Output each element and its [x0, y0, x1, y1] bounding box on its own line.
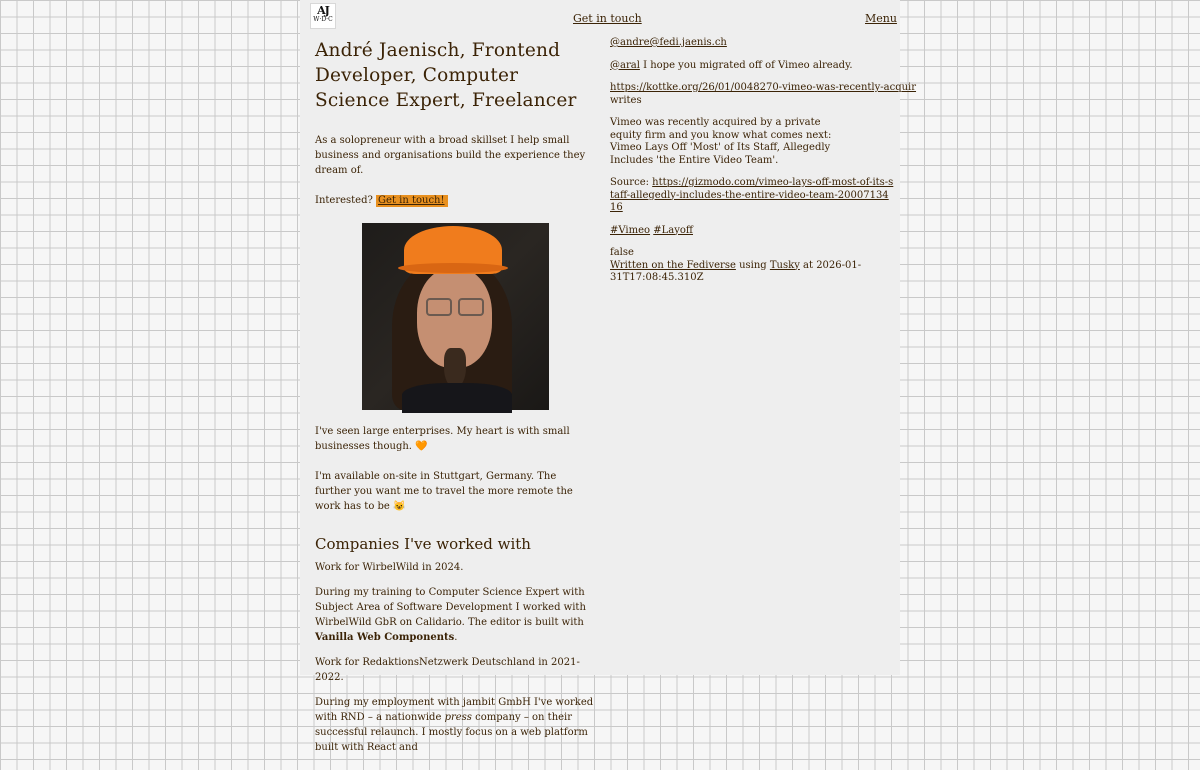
page-title: André Jaenisch, Frontend Developer, Computer Science Expert, Freelancer: [315, 40, 577, 111]
rnd-text-1: During my employment with jambit GmbH I've worked with: [315, 697, 594, 723]
post-line-1: I hope you migrated off of Vimeo already.: [643, 59, 853, 71]
enterprise-paragraph: [315, 424, 595, 454]
tag-layoff-link[interactable]: #Layoff: [653, 224, 693, 236]
portrait-cap-brim: [398, 263, 508, 273]
portrait-glasses-left: [426, 298, 452, 316]
rnd-text-2: – a nationwide: [367, 712, 442, 723]
portrait-beard: [444, 348, 466, 388]
source-link[interactable]: https://gizmodo.com/vimeo-lays-off-most-of-its-staff-allegedly-includes-the-entire-video-team-2000713416: [610, 177, 894, 213]
mention-andre-link[interactable]: @andre@fedi.jaenis.ch: [610, 37, 727, 48]
logo-monogram: AJ: [317, 4, 329, 17]
post-meta: [610, 247, 895, 285]
writes-text: writes: [610, 94, 642, 106]
wirbel-bold-tech: Vanilla Web Components: [315, 632, 455, 643]
intro-column: [315, 38, 595, 770]
timestamp-text: at 2026-01-31T17:08:45.310Z: [610, 259, 862, 283]
using-text: using: [739, 259, 767, 271]
rnd-text-4: relaunch. I mostly focus on a web platform built with React and: [315, 727, 588, 753]
wirbel-text: During my training to Computer Science Expert with Subject Area of Software Development I worked with WirbelWild GbR on Calidario. The editor is built with: [315, 587, 586, 628]
written-fediverse-link[interactable]: Written on the Fediverse: [610, 259, 736, 271]
rnd-description: [315, 695, 595, 755]
onsite-text: I'm available on-site in Stuttgart, Germany. The further you want me to travel the more remote the work has to be: [315, 471, 573, 512]
intro-lead: As a solopreneur with a broad skillset I help small business and organisations build the experience they dream of.: [315, 135, 586, 176]
companies-heading: Companies I've worked with: [315, 535, 531, 553]
interested-paragraph: [315, 193, 595, 208]
portrait-shirt: [402, 383, 512, 413]
fediverse-post: [610, 37, 917, 295]
kottke-link[interactable]: https://kottke.org/26/01/0048270-vimeo-was-recently-acquir: [610, 82, 917, 93]
rnd-italic: press: [444, 712, 472, 723]
rnd-title: Work for RedaktionsNetzwerk Deutschland in 2021-2022.: [315, 657, 580, 683]
tusky-link[interactable]: Tusky: [769, 259, 800, 271]
portrait-photo: [362, 223, 549, 410]
tag-vimeo-link[interactable]: #Vimeo: [610, 224, 651, 236]
wirbel-period: .: [454, 632, 458, 643]
wirbel-title: Work for WirbelWild in 2024.: [315, 562, 464, 573]
nav-menu-link[interactable]: Menu: [865, 12, 897, 25]
cat-face-icon: 😺: [393, 501, 406, 512]
interested-label: Interested?: [315, 195, 373, 206]
portrait-glasses-right: [458, 298, 484, 316]
false-text: false: [610, 247, 634, 258]
logo-subtitle: W·D·C: [313, 16, 333, 23]
enterprise-text: I've seen large enterprises. My heart is with small businesses though.: [315, 426, 570, 452]
rnd-abbr[interactable]: RND: [340, 712, 365, 723]
post-quote: Vimeo was recently acquired by a private equity firm and you know what comes next: Vimeo Lays Off 'Most' of Its Staff, Allegedly Includes 'the Entire Video Team'.: [610, 117, 832, 166]
source-paragraph: [610, 177, 895, 215]
orange-heart-icon: 🧡: [415, 441, 428, 452]
onsite-paragraph: [315, 469, 595, 514]
get-in-touch-cta[interactable]: Get in touch!: [376, 195, 447, 207]
nav-get-in-touch-link[interactable]: Get in touch: [573, 12, 642, 25]
site-logo[interactable]: [310, 3, 336, 29]
wirbel-description: [315, 585, 595, 645]
mention-aral-link[interactable]: @aral: [610, 59, 640, 71]
source-label: Source:: [610, 177, 649, 188]
rnd-text-3: company – on their successful: [315, 712, 573, 738]
